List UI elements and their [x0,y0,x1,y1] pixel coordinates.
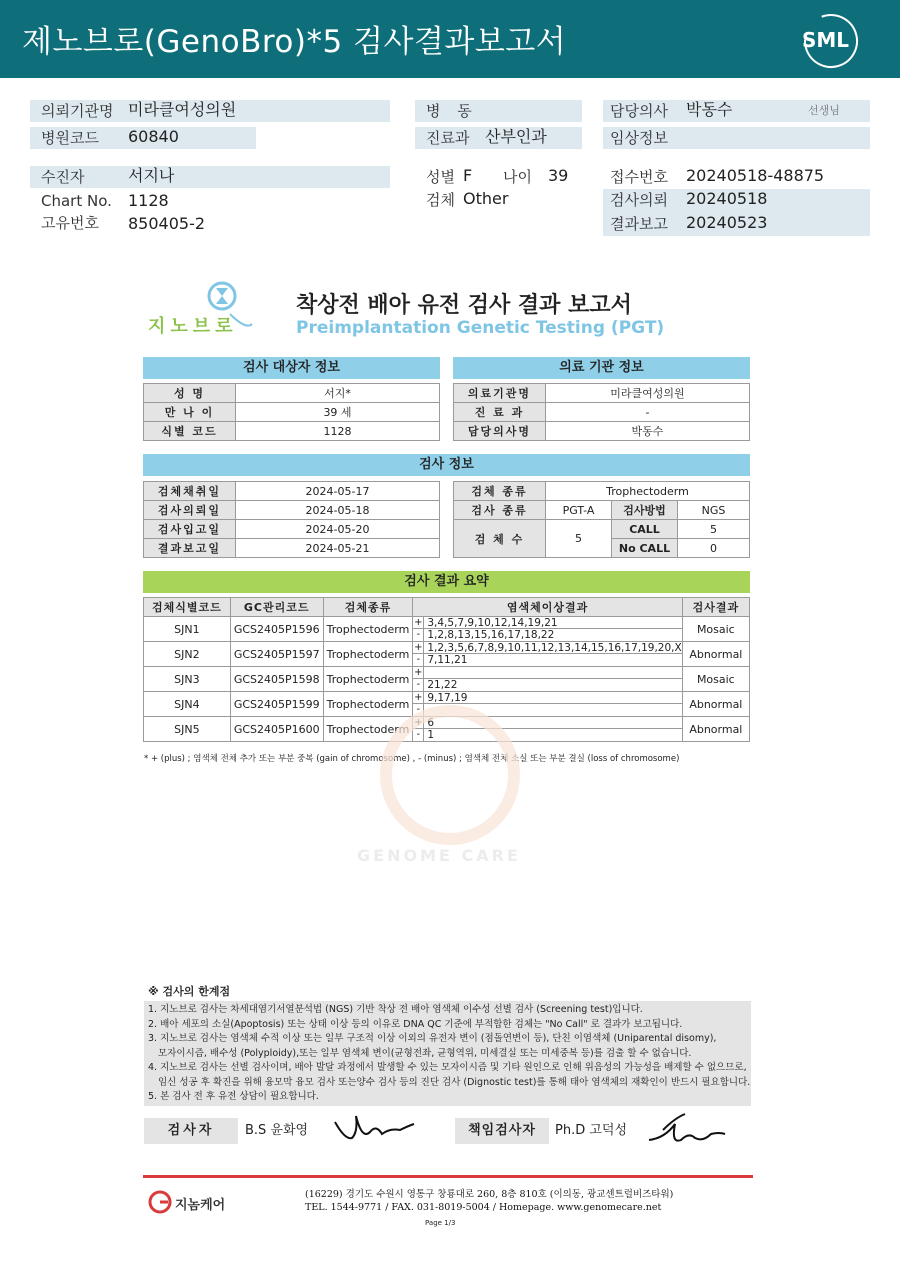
summary-col-header: 염색체이상결과 [413,598,682,617]
limitations-box [144,1001,751,1106]
info-label: 담당의사 [610,102,668,120]
karyotype-cell: + 3,4,5,7,9,10,12,14,19,21 - 1,2,8,13,15,16,17,18,22 [413,617,682,642]
info-value: 1128 [128,191,169,210]
summary-col-header: GC관리코드 [230,598,323,617]
subject-value: 39 세 [236,403,440,422]
info-value: 20240518 [686,189,768,208]
hospital-table [453,383,750,441]
summary-note: * + (plus) ; 염색체 전체 추가 또는 부분 중복 (gain of chromosome) , - (minus) ; 염색체 전체 소실 또는 부분 결실 (loss of chromosome) [144,754,680,764]
section-subject-head: 검사 대상자 정보 [143,357,440,379]
gain-value: 6 [427,717,435,729]
info-label: 나이 [503,168,532,186]
report-subtitle: Preimplantation Genetic Testing (PGT) [296,318,665,338]
loss-value: 7,11,21 [427,654,468,666]
summary-col-header: 검체종류 [323,598,413,617]
test-specimen-table [453,481,750,558]
specimen-type: Trophectoderm [323,642,413,667]
report-title: 제노브로(GenoBro)*5 검사결과보고서 [22,24,567,60]
specimen-value: 5 [546,520,612,558]
footer-divider [143,1175,753,1178]
subject-value: 1128 [236,422,440,441]
hospital-value: 박동수 [546,422,750,441]
test-dates-table [143,481,440,558]
test-date-label: 결과보고일 [144,539,236,558]
test-date-label: 검사의뢰일 [144,501,236,520]
info-value: 산부인과 [485,127,547,146]
specimen-value: NGS [678,501,750,520]
info-label: 고유번호 [41,214,99,232]
limitation-line: 4. 지노브로 검사는 선별 검사이며, 배아 발달 과정에서 발생할 수 있는 모자이시즘 및 기타 원인으로 인해 위음성의 가능성을 배제할 수 없으므로, [148,1062,747,1073]
specimen-id: SJN1 [144,617,231,642]
responsible-name: Ph.D 고덕성 [555,1123,628,1138]
watermark-text: GENOME CARE [357,846,521,865]
gain-value: 3,4,5,7,9,10,12,14,19,21 [427,617,558,629]
test-date-value: 2024-05-20 [236,520,440,539]
footer-address-line: (16229) 경기도 수원시 영통구 창룡대로 260, 8층 810호 (이의동, 광교센트럴비즈타워) [305,1189,674,1200]
info-value: Other [463,189,509,208]
info-value: 미라클여성의원 [128,100,237,119]
responsible-label: 책임검사자 [455,1118,549,1144]
section-test-info-head: 검사 정보 [143,454,750,476]
info-honorific: 선생님 [808,104,840,117]
specimen-id: SJN3 [144,667,231,692]
result-value: Abnormal [682,717,749,742]
tester-signature-icon [330,1110,420,1146]
section-hospital-head: 의료 기관 정보 [453,357,750,379]
genomecare-logo-icon [148,1190,172,1214]
sml-logo-text: SML [801,28,849,52]
report-header [0,0,900,78]
summary-col-header: 검사결과 [682,598,749,617]
info-label: 진료과 [426,129,470,147]
info-label: 병원코드 [41,129,99,147]
gc-code: GCS2405P1600 [230,717,323,742]
result-value: Mosaic [682,617,749,642]
info-label: 임상정보 [610,129,668,147]
loss-value: 1,2,8,13,15,16,17,18,22 [427,629,555,641]
subject-label: 식별 코드 [144,422,236,441]
genomecare-logo-text: 지놈케어 [175,1198,226,1213]
result-value: Abnormal [682,692,749,717]
subject-label: 만 나 이 [144,403,236,422]
info-value: F [463,166,473,185]
specimen-type: Trophectoderm [323,617,413,642]
table-row [144,667,750,692]
specimen-value: 5 [678,520,750,539]
specimen-id: SJN5 [144,717,231,742]
test-date-value: 2024-05-21 [236,539,440,558]
info-value: 20240523 [686,213,768,232]
info-label: 결과보고 [610,215,668,233]
specimen-type: Trophectoderm [323,717,413,742]
hospital-label: 의료기관명 [454,384,546,403]
info-value: 박동수 [686,100,733,119]
specimen-value: 0 [678,539,750,558]
loss-value: 1 [427,729,435,741]
test-date-label: 검사입고일 [144,520,236,539]
info-label: 성별 [426,168,455,186]
specimen-type: Trophectoderm [323,667,413,692]
karyotype-cell: + 6 - 1 [413,717,682,742]
limitation-line: 모자이시즘, 배수성 (Polyploidy),또는 일부 염색체 변이(균형전좌, 균형역위, 미세결실 또는 미세중복 등)를 검출 할 수 없습니다. [158,1047,692,1059]
specimen-value: Trophectoderm [546,482,750,501]
gc-code: GCS2405P1598 [230,667,323,692]
limitation-line: 2. 배아 세포의 소실(Apoptosis) 또는 상태 이상 등의 이유로 DNA QC 기준에 부적합한 검체는 "No Call" 로 결과가 보고됩니다. [148,1018,683,1030]
test-date-value: 2024-05-17 [236,482,440,501]
info-label: 의뢰기관명 [41,102,114,120]
info-label: 접수번호 [610,168,668,186]
footer-contact-line: TEL. 1544-9771 / FAX. 031-8019-5004 / Homepage. www.genomecare.net [305,1202,662,1213]
specimen-label: No CALL [612,539,678,558]
info-label: 검사의뢰 [610,191,668,209]
specimen-label: CALL [612,520,678,539]
genobro-logo-text: 지노브로 [148,316,238,337]
gain-value: 1,2,3,5,6,7,8,9,10,11,12,13,14,15,16,17,19,20,X [427,642,682,654]
info-label: 병 동 [426,102,478,120]
test-date-label: 검체채취일 [144,482,236,501]
karyotype-cell: + 9,17,19 - [413,692,682,717]
limitation-line: 5. 본 검사 전 후 유전 상담이 필요합니다. [148,1091,319,1102]
page-number: Page 1/3 [425,1219,456,1227]
specimen-id: SJN2 [144,642,231,667]
test-date-value: 2024-05-18 [236,501,440,520]
info-value: 20240518-48875 [686,166,825,185]
section-summary-head: 검사 결과 요약 [143,571,750,593]
specimen-label: 검체 종류 [454,482,546,501]
subject-table [143,383,440,441]
limitations-title: ※ 검사의 한계점 [148,985,231,998]
table-row [144,617,750,642]
limitation-line: 임신 성공 후 확진을 위해 융모막 융모 검사 또는양수 검사 등의 진단 검사 (Dignostic test)를 통해 태아 염색체의 재확인이 반드시 필요합니다. [158,1076,751,1088]
hospital-value: - [546,403,750,422]
gain-value [424,667,427,678]
subject-value: 서지* [236,384,440,403]
hospital-label: 담당의사명 [454,422,546,441]
tester-label: 검사자 [144,1118,238,1144]
specimen-label: 검사방법 [612,501,678,520]
specimen-type: Trophectoderm [323,692,413,717]
gc-code: GCS2405P1599 [230,692,323,717]
specimen-value: PGT-A [546,501,612,520]
result-value: Mosaic [682,667,749,692]
limitation-line: 1. 지노브로 검사는 차세대염기서열분석법 (NGS) 기반 착상 전 배아 염색체 이수성 선별 검사 (Screening test)입니다. [148,1004,643,1015]
tester-name: B.S 윤화영 [245,1123,309,1138]
summary-col-header: 검체식별코드 [144,598,231,617]
info-label: Chart No. [41,192,112,210]
gc-code: GCS2405P1597 [230,642,323,667]
karyotype-cell: + - 21,22 [413,667,682,692]
footer-address [305,1188,673,1214]
hospital-label: 진 료 과 [454,403,546,422]
hospital-value: 미라클여성의원 [546,384,750,403]
result-value: Abnormal [682,642,749,667]
genobro-logo [146,280,256,342]
info-value: 서지나 [128,166,175,185]
specimen-id: SJN4 [144,692,231,717]
gc-code: GCS2405P1596 [230,617,323,642]
info-label: 수진자 [41,168,85,186]
watermark-logo-icon [380,705,520,845]
limitation-line: 3. 지노브로 검사는 염색체 수적 이상 또는 일부 구조적 이상 이외의 유전자 변이 (점돌연변이 등), 단친 이염색체 (Uniparental disomy), [148,1033,717,1044]
specimen-label: 검사 종류 [454,501,546,520]
karyotype-cell: + 1,2,3,5,6,7,8,9,10,11,12,13,14,15,16,17,19,20,X - 7,11,21 [414,642,682,666]
report-main-title: 착상전 배아 유전 검사 결과 보고서 [296,293,632,318]
info-value: 39 [548,166,569,185]
gain-value: 9,17,19 [427,692,468,704]
info-value: 60840 [128,127,179,146]
responsible-signature-icon [645,1110,730,1150]
table-row [144,642,750,667]
subject-label: 성 명 [144,384,236,403]
info-label: 검체 [426,191,455,209]
loss-value: 21,22 [427,679,458,691]
specimen-label: 검 체 수 [454,520,546,558]
info-value: 850405-2 [128,214,206,233]
